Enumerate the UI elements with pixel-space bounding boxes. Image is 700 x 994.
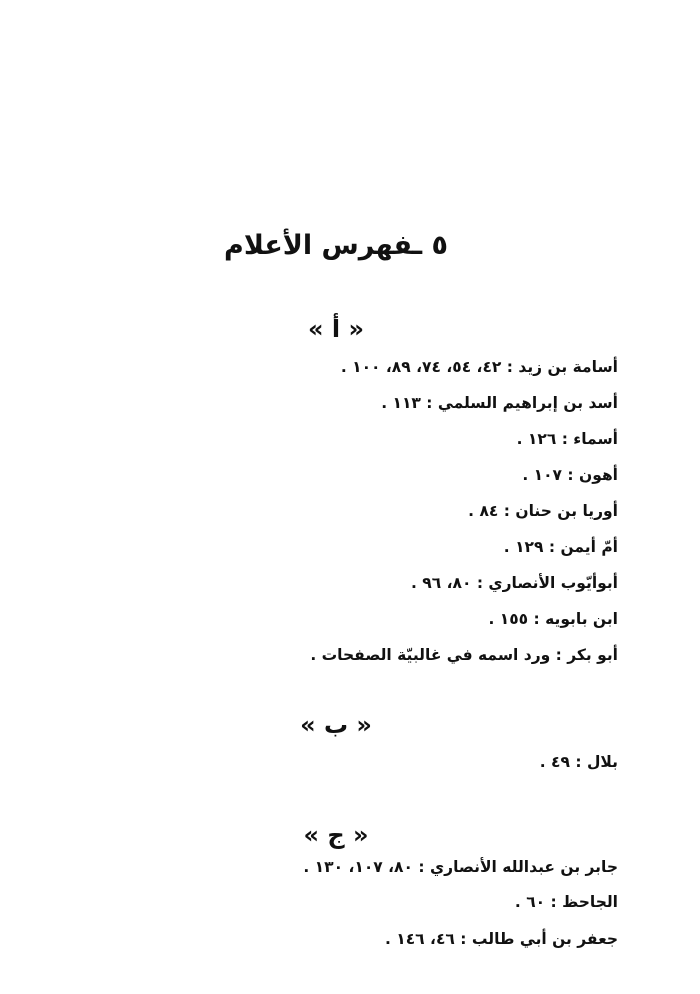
section-letter-jim: « ج » [303,821,369,849]
index-entry: أهون : ١٠٧ . [522,466,618,484]
index-entry: أبوأيّوب الأنصاري : ٨٠، ٩٦ . [411,574,618,592]
index-title: ٥ ـفهرس الأعلام [224,230,448,261]
index-entry: جعفر بن أبي طالب : ٤٦، ١٤٦ . [384,930,618,948]
index-entry: أسماء : ١٢٦ . [516,430,618,448]
index-entry: أبو بكر : ورد اسمه في غالبيّة الصفحات . [310,646,618,664]
index-entry: ابن بابويه : ١٥٥ . [488,610,618,628]
section-letter-ba: « ب » [300,711,372,739]
index-entry: أسامة بن زيد : ٤٢، ٥٤، ٧٤، ٨٩، ١٠٠ . [340,358,618,376]
index-entry: أسد بن إبراهيم السلمي : ١١٣ . [381,394,618,412]
index-entry: الجاحظ : ٦٠ . [514,893,618,911]
index-entry: بلال : ٤٩ . [539,753,618,771]
index-entry: جابر بن عبدالله الأنصاري : ٨٠، ١٠٧، ١٣٠ . [303,858,618,876]
index-entry: أمّ أيمن : ١٢٩ . [503,538,618,556]
index-entry: أوريا بن حنان : ٨٤ . [468,502,618,520]
section-letter-alif: « أ » [308,315,364,343]
